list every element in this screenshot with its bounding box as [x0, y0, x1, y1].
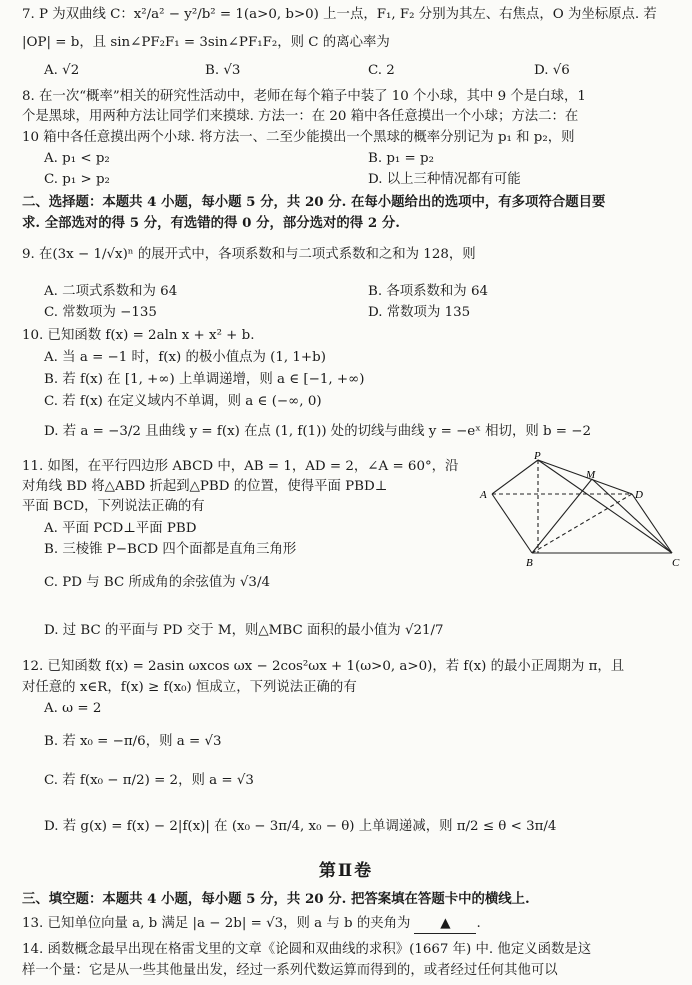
edge-ab — [492, 494, 532, 553]
q11-line3: 平面 BCD，下列说法正确的有 — [22, 499, 205, 514]
segment-mc — [592, 479, 672, 553]
q12-option-d: D. 若 g(x) = f(x) − 2|f(x)| 在 (x₀ − 3π/4, x₀ − θ) 上单调递减，则 π/2 ≤ θ < 3π/4 — [44, 819, 557, 834]
q7-option-d: D. √6 — [534, 63, 570, 78]
edge-ap — [492, 460, 538, 494]
q14-line1: 14. 函数概念最早出现在格雷戈里的文章《论圆和双曲线的求积》(1667 年) 中. 他定义函数是这 — [22, 942, 592, 957]
q11-option-a: A. 平面 PCD⊥平面 PBD — [44, 521, 197, 536]
q12-option-c: C. 若 f(x₀ − π/2) = 2，则 a = √3 — [44, 773, 254, 788]
q12-option-b: B. 若 x₀ = −π/6，则 a = √3 — [44, 734, 222, 749]
q13-answer-blank — [414, 915, 476, 934]
label-m: M — [586, 469, 596, 481]
label-c: C — [672, 557, 680, 569]
q10-option-d: D. 若 a = −3/2 且曲线 y = f(x) 在点 (1, f(1)) 处的切线与曲线 y = −eˣ 相切，则 b = −2 — [44, 424, 592, 439]
edge-bd — [532, 494, 632, 553]
q11-option-b: B. 三棱锥 P−BCD 四个面都是直角三角形 — [44, 542, 297, 557]
part2-title: 第Ⅱ卷 — [318, 861, 374, 881]
q13-blank-mark: ▲ — [440, 916, 451, 931]
q7-option-a: A. √2 — [44, 63, 80, 78]
q9-option-c: C. 常数项为 −135 — [44, 305, 157, 320]
q12-line2: 对任意的 x∈R，f(x) ≥ f(x₀) 恒成立，下列说法正确的有 — [22, 680, 357, 695]
q14-line2: 样一个量：它是从一些其他量出发，经过一系列代数运算而得到的，或者经过任何其他可以 — [22, 963, 558, 978]
q7-option-b: B. √3 — [205, 63, 241, 78]
section3-heading: 三、填空题：本题共 4 小题，每小题 5 分，共 20 分. 把答案填在答题卡中的横线上. — [22, 891, 530, 907]
q9-line1: 9. 在(3x − 1/√x)ⁿ 的展开式中，各项系数和与二项式系数和之和为 128，则 — [22, 247, 476, 262]
label-p: P — [534, 452, 541, 462]
q7-option-c: C. 2 — [368, 63, 395, 78]
label-b: B — [526, 557, 533, 569]
section2-heading-line1: 二、选择题：本题共 4 小题，每小题 5 分，共 20 分. 在每小题给出的选项中，有多项符合题目要 — [22, 194, 606, 210]
q11-figure — [472, 452, 687, 577]
q13-end: . — [476, 916, 481, 931]
q11-option-c: C. PD 与 BC 所成角的余弦值为 √3/4 — [44, 575, 270, 590]
q8-option-a: A. p₁ < p₂ — [44, 151, 110, 166]
q8-option-d: D. 以上三种情况都有可能 — [368, 172, 521, 187]
q9-option-a: A. 二项式系数和为 64 — [44, 284, 178, 299]
q10-option-c: C. 若 f(x) 在定义域内不单调，则 a ∈ (−∞, 0) — [44, 394, 322, 409]
q10-option-b: B. 若 f(x) 在 [1, +∞) 上单调递增，则 a ∈ [−1, +∞) — [44, 372, 365, 387]
label-d: D — [635, 489, 643, 501]
q11-line2: 对角线 BD 将△ABD 折起到△PBD 的位置，使得平面 PBD⊥ — [22, 479, 388, 494]
q13-line — [22, 915, 678, 934]
q11-option-d: D. 过 BC 的平面与 PD 交于 M，则△MBC 面积的最小值为 √21/7 — [44, 623, 444, 638]
q9-option-b: B. 各项系数和为 64 — [368, 284, 488, 299]
q13-text: 13. 已知单位向量 a, b 满足 |a − 2b| = √3，则 a 与 b 的夹角为 — [22, 916, 411, 931]
q12-option-a: A. ω = 2 — [44, 701, 102, 716]
q9-option-d: D. 常数项为 135 — [368, 305, 471, 320]
edge-pc — [538, 460, 672, 553]
q7-line2: |OP| = b，且 sin∠PF₂F₁ = 3sin∠PF₁F₂，则 C 的离心率为 — [22, 35, 390, 50]
section2-heading-line2: 求. 全部选对的得 5 分，有选错的得 0 分，部分选对的得 2 分. — [22, 215, 400, 231]
q10-line1: 10. 已知函数 f(x) = 2aln x + x² + b. — [22, 328, 255, 343]
q11-line1: 11. 如图，在平行四边形 ABCD 中，AB = 1，AD = 2，∠A = 60°，沿 — [22, 459, 459, 474]
segment-bm — [532, 479, 592, 553]
label-a: A — [480, 489, 487, 501]
edge-pd — [538, 460, 632, 494]
q8-option-b: B. p₁ = p₂ — [368, 151, 434, 166]
q7-line1: 7. P 为双曲线 C：x²/a² − y²/b² = 1(a>0, b>0) 上一点，F₁, F₂ 分别为其左、右焦点，O 为坐标原点. 若 — [22, 7, 657, 22]
q8-line1: 8. 在一次“概率”相关的研究性活动中，老师在每个箱子中装了 10 个小球，其中 9 个是白球，1 — [22, 89, 586, 104]
q10-option-a: A. 当 a = −1 时，f(x) 的极小值点为 (1, 1+b) — [44, 350, 326, 365]
edge-dc — [632, 494, 672, 553]
q8-option-c: C. p₁ > p₂ — [44, 172, 110, 187]
q8-line2: 个是黑球，用两种方法让同学们来摸球. 方法一：在 20 箱中各任意摸出一个小球；方法二：在 — [22, 109, 579, 124]
q8-line3: 10 箱中各任意摸出两个小球. 将方法一、二至少能摸出一个黑球的概率分别记为 p₁ 和 p₂，则 — [22, 130, 575, 145]
q12-line1: 12. 已知函数 f(x) = 2asin ωxcos ωx − 2cos²ωx + 1(ω>0, a>0)，若 f(x) 的最小正周期为 π，且 — [22, 659, 625, 674]
